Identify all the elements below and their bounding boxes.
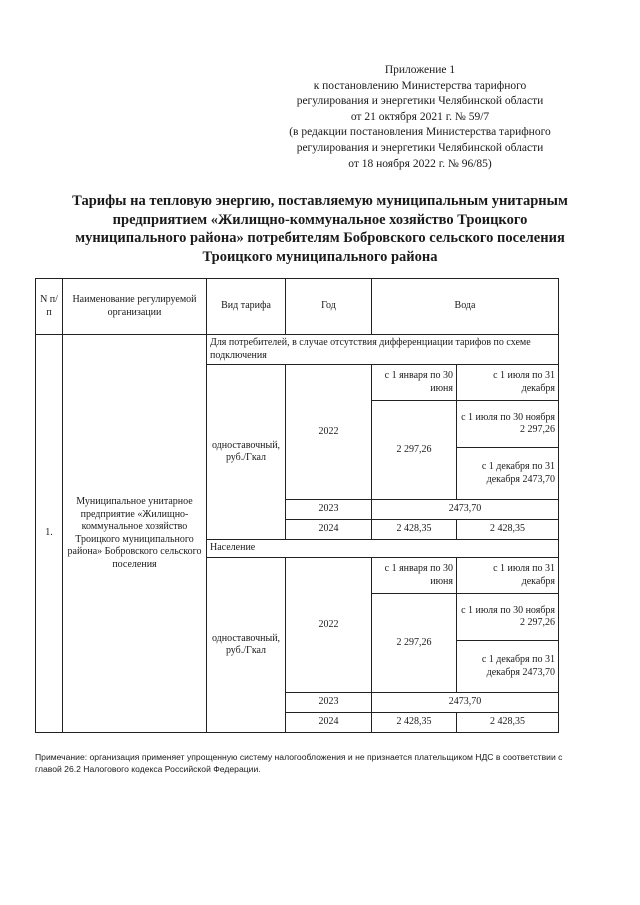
value-cell: 2473,70 bbox=[372, 500, 559, 520]
title-line: предприятием «Жилищно-коммунальное хозяйство Троицкого bbox=[112, 211, 528, 228]
tariff-type: одноставочный, руб./Гкал bbox=[207, 365, 286, 540]
header-year: Год bbox=[286, 279, 372, 335]
value-cell: 2473,70 bbox=[372, 693, 559, 713]
table-header-row bbox=[36, 279, 559, 335]
title-line: муниципального района» потребителям Бобровского сельского поселения bbox=[75, 230, 565, 246]
period-cell: с 1 января по 30 июня bbox=[372, 558, 457, 594]
period-cell: с 1 июля по 31 декабря bbox=[457, 365, 559, 401]
period-cell: с 1 января по 30 июня bbox=[372, 365, 457, 401]
value-cell: 2 428,35 bbox=[372, 520, 457, 540]
year-cell: 2024 bbox=[286, 520, 372, 540]
tariff-table bbox=[35, 278, 559, 733]
period-cell: с 1 июля по 31 декабря bbox=[457, 558, 559, 594]
header-line: (в редакции постановления Министерства тарифного bbox=[289, 126, 551, 139]
header-line: регулирования и энергетики Челябинской области bbox=[296, 141, 544, 154]
section-label: Для потребителей, в случае отсутствия дифференциации тарифов по схеме подключения bbox=[207, 335, 559, 365]
title-line: Тарифы на тепловую энергию, поставляемую муниципальным унитарным bbox=[72, 193, 568, 209]
year-cell: 2022 bbox=[286, 365, 372, 500]
value-cell: 2 428,35 bbox=[372, 713, 457, 733]
header-line: от 21 октября 2021 г. № 59/7 bbox=[350, 110, 490, 123]
document-title bbox=[42, 192, 598, 266]
value-cell: с 1 июля по 30 ноября 2 297,26 bbox=[457, 594, 559, 641]
table-row bbox=[36, 335, 559, 365]
value-cell: с 1 июля по 30 ноября 2 297,26 bbox=[457, 401, 559, 448]
header-line: Приложение 1 bbox=[384, 64, 456, 76]
value-cell: с 1 декабря по 31 декабря 2473,70 bbox=[457, 448, 559, 500]
value-cell: 2 428,35 bbox=[457, 713, 559, 733]
row-number: 1. bbox=[36, 335, 63, 733]
tariff-type: одноставочный, руб./Гкал bbox=[207, 558, 286, 733]
header-organization: Наименование регулируемой организации bbox=[63, 279, 207, 335]
year-cell: 2023 bbox=[286, 693, 372, 713]
header-water: Вода bbox=[372, 279, 559, 335]
year-cell: 2024 bbox=[286, 713, 372, 733]
year-cell: 2023 bbox=[286, 500, 372, 520]
header-number: N п/п bbox=[36, 279, 63, 335]
appendix-header bbox=[250, 63, 590, 172]
header-line: от 18 ноября 2022 г. № 96/85) bbox=[348, 157, 492, 170]
footnote: Примечание: организация применяет упрощенную систему налогообложения и не признается плательщиком НДС в соответствии с главой 26.2 Налогового кодекса Российской Федерации. bbox=[35, 752, 563, 774]
header-line: к постановлению Министерства тарифного bbox=[313, 79, 527, 92]
value-cell: 2 297,26 bbox=[372, 594, 457, 693]
value-cell: 2 297,26 bbox=[372, 401, 457, 500]
header-tariff-type: Вид тарифа bbox=[207, 279, 286, 335]
year-cell: 2022 bbox=[286, 558, 372, 693]
section-label: Население bbox=[207, 540, 559, 558]
title-line: Троицкого муниципального района bbox=[202, 248, 438, 265]
header-line: регулирования и энергетики Челябинской области bbox=[296, 95, 544, 108]
value-cell: с 1 декабря по 31 декабря 2473,70 bbox=[457, 641, 559, 693]
organization-name: Муниципальное унитарное предприятие «Жилищно-коммунальное хозяйство Троицкого муниципального района» Бобровского сельского поселения bbox=[63, 335, 207, 733]
value-cell: 2 428,35 bbox=[457, 520, 559, 540]
